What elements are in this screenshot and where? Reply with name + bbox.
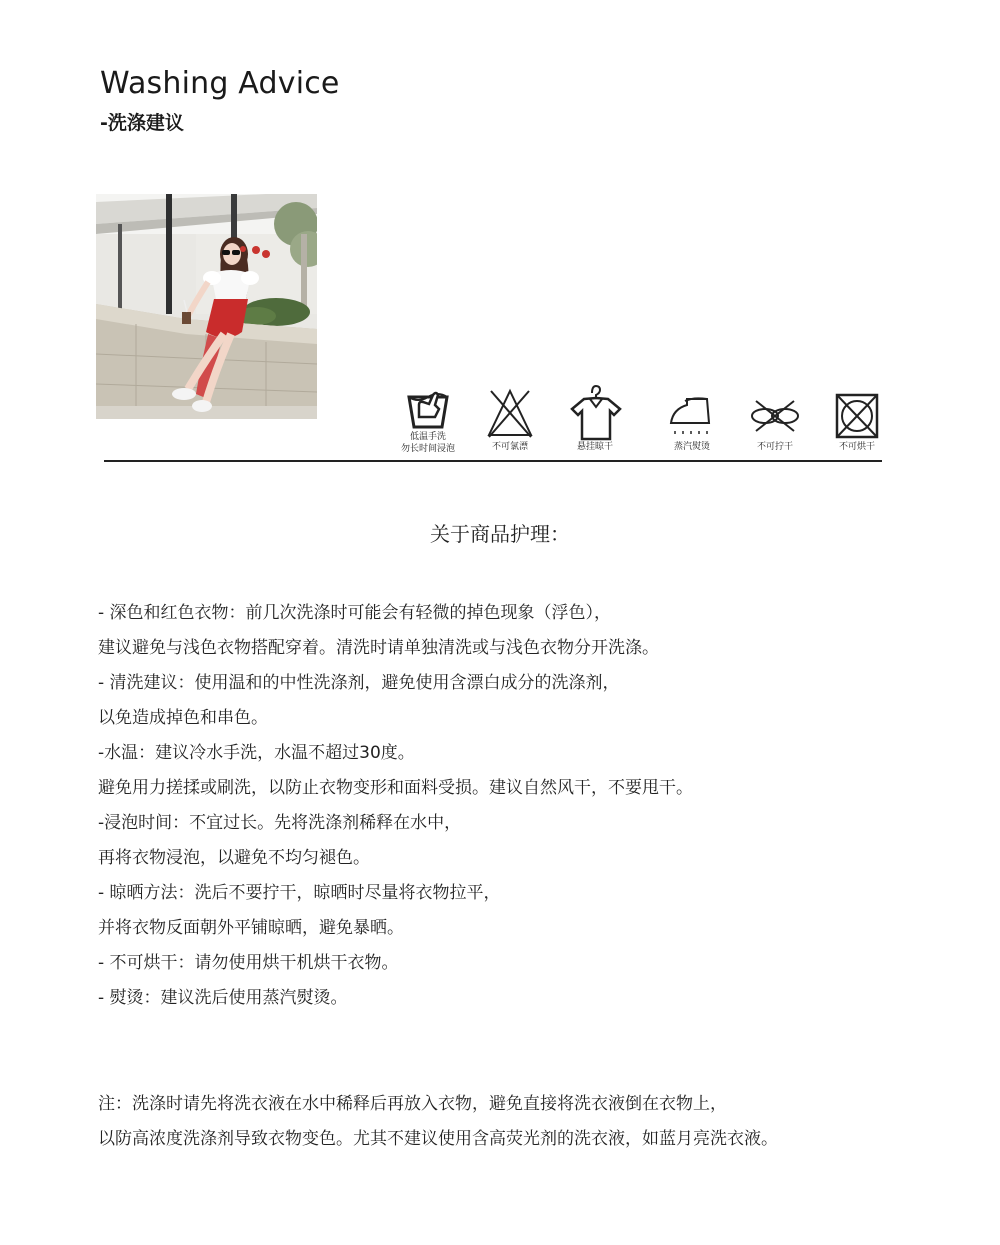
care-label-hand-wash-2: 勿长时间浸泡 <box>400 444 455 454</box>
divider-line <box>104 460 882 462</box>
hand-wash-icon <box>388 383 468 431</box>
hang-dry-icon <box>560 383 630 441</box>
care-line: - 清洗建议：使用温和的中性洗涤剂，避免使用含漂白成分的洗涤剂， <box>98 673 620 693</box>
care-instructions <box>98 599 958 1019</box>
care-item-no-bleach <box>480 383 540 453</box>
care-line: 再将衣物浸泡，以避免不均匀褪色。 <box>98 848 370 868</box>
care-line: - 深色和红色衣物：前几次洗涤时可能会有轻微的掉色现象（浮色）， <box>98 603 612 623</box>
no-tumble-dry-icon <box>826 383 888 441</box>
care-label-no-bleach: 不可氯漂 <box>491 442 528 452</box>
care-symbols <box>380 383 900 463</box>
care-line: 并将衣物反面朝外平铺晾晒，避免暴晒。 <box>98 918 404 938</box>
care-label-hand-wash-1: 低温手洗 <box>409 432 446 442</box>
note-section <box>98 1090 978 1160</box>
no-wring-icon <box>744 383 806 441</box>
care-item-hang-dry <box>560 383 630 453</box>
care-line: -浸泡时间：不宜过长。先将洗涤剂稀释在水中， <box>98 813 462 833</box>
care-label-no-tumble-dry: 不可烘干 <box>838 442 875 452</box>
care-item-no-tumble-dry <box>826 383 888 453</box>
care-item-hand-wash <box>388 383 468 455</box>
care-line: 避免用力搓揉或刷洗，以防止衣物变形和面料受损。建议自然风干，不要甩干。 <box>98 778 693 798</box>
page-subtitle: -洗涤建议 <box>100 112 184 134</box>
care-line: - 晾晒方法：洗后不要拧干，晾晒时尽量将衣物拉平， <box>98 883 501 903</box>
care-section-title: 关于商品护理： <box>430 522 570 546</box>
page-title: Washing Advice <box>100 66 340 101</box>
note-line: 以防高浓度洗涤剂导致衣物变色。尤其不建议使用含高荧光剂的洗衣液，如蓝月亮洗衣液。 <box>98 1129 778 1149</box>
note-line: 注：洗涤时请先将洗衣液在水中稀释后再放入衣物，避免直接将洗衣液倒在衣物上， <box>98 1094 727 1114</box>
care-line: - 熨烫：建议洗后使用蒸汽熨烫。 <box>98 988 348 1008</box>
care-line: 建议避免与浅色衣物搭配穿着。清洗时请单独清洗或与浅色衣物分开洗涤。 <box>98 638 659 658</box>
care-label-no-wring: 不可拧干 <box>756 442 793 452</box>
care-label-steam-iron: 蒸汽熨烫 <box>673 442 710 452</box>
care-line: -水温：建议冷水手洗，水温不超过30度。 <box>98 743 415 763</box>
care-line: 以免造成掉色和串色。 <box>98 708 268 728</box>
no-bleach-icon <box>480 383 540 441</box>
care-label-hang-dry: 悬挂晾干 <box>576 442 613 452</box>
care-item-no-wring <box>744 383 806 453</box>
product-photo <box>96 194 317 419</box>
care-item-steam-iron <box>652 383 732 453</box>
steam-iron-icon <box>652 383 732 441</box>
care-line: - 不可烘干：请勿使用烘干机烘干衣物。 <box>98 953 399 973</box>
